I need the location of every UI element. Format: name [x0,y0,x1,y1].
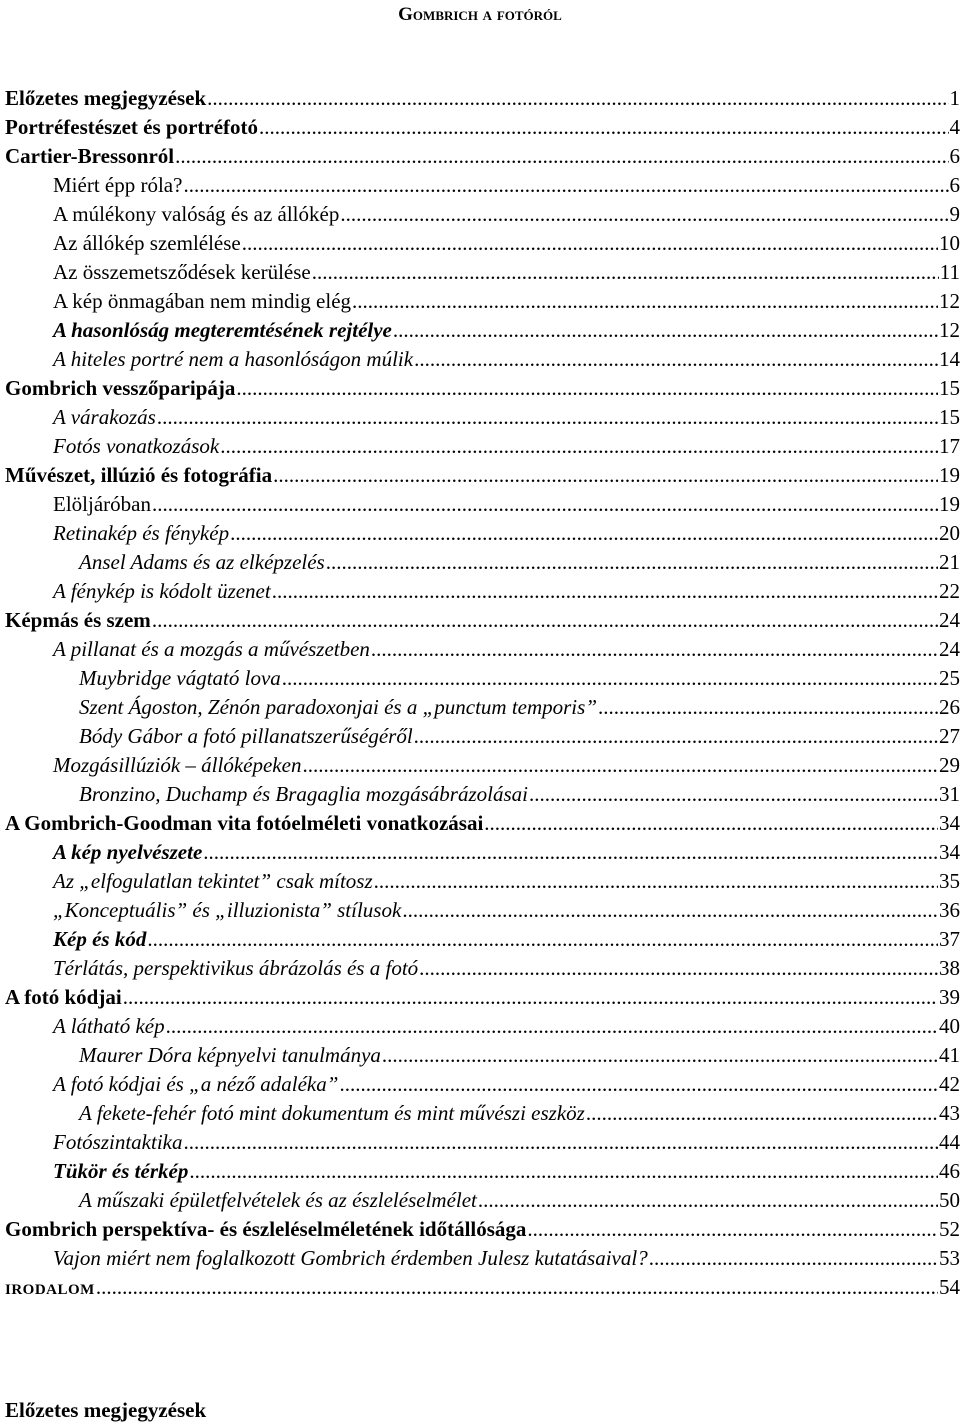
toc-entry-label: A látható kép [53,1014,165,1038]
toc-entry[interactable] [5,1186,960,1215]
toc-entry[interactable] [5,200,960,229]
dot-leader [282,664,938,693]
dot-leader [123,983,938,1012]
toc-entry[interactable] [5,432,960,461]
toc-entry-label: „Konceptuális” és „illuzionista” stílusok [53,898,402,922]
dot-leader [259,113,948,142]
toc-entry-label: Az állókép szemlélése [53,231,241,255]
toc-entry[interactable] [5,809,960,838]
toc-entry-label: IRODALOM [5,1282,95,1298]
toc-entry-label: A kép nyelvészete [53,840,203,864]
toc-entry-label: Muybridge vágtató lova [79,666,281,690]
toc-entry-label: A fotó kódjai és „a néző adaléka” [53,1072,339,1096]
toc-page-number: 19 [939,463,960,487]
section-heading: Előzetes megjegyzések [5,1398,207,1422]
toc-page-number: 40 [939,1014,960,1038]
toc-page-number: 29 [939,753,960,777]
toc-page-number: 10 [939,231,960,255]
toc-entry[interactable] [5,403,960,432]
dot-leader [393,316,938,345]
dot-leader [414,345,938,374]
dot-leader [478,1186,938,1215]
dot-leader [220,432,938,461]
toc-entry-label: Maurer Dóra képnyelvi tanulmánya [79,1043,381,1067]
toc-entry[interactable] [5,258,960,287]
toc-entry-label: A hasonlóság megteremtésének rejtélye [53,318,392,342]
toc-page-number: 6 [949,173,960,197]
toc-entry-label: Szent Ágoston, Zénón paradoxonjai és a „punctum temporis” [79,695,597,719]
dot-leader [402,896,938,925]
dot-leader [649,1244,938,1273]
dot-leader [273,461,938,490]
toc-page-number: 22 [939,579,960,603]
toc-entry[interactable] [5,751,960,780]
toc-page-number: 34 [939,811,960,835]
toc-entry[interactable] [5,606,960,635]
toc-page-number: 14 [939,347,960,371]
toc-entry[interactable] [5,780,960,809]
toc-entry[interactable] [5,519,960,548]
toc-entry[interactable] [5,171,960,200]
table-of-contents [5,84,960,1302]
dot-leader [414,722,938,751]
toc-entry-label: Cartier-Bressonról [5,144,175,168]
toc-page-number: 21 [939,550,960,574]
toc-page-number: 52 [939,1217,960,1241]
toc-entry-label: Képmás és szem [5,608,151,632]
toc-entry[interactable] [5,345,960,374]
toc-entry-label: Előzetes megjegyzések [5,86,207,110]
toc-entry[interactable] [5,722,960,751]
dot-leader [184,1128,939,1157]
toc-entry-label: Gombrich vesszőparipája [5,376,236,400]
dot-leader [312,258,939,287]
toc-page-number: 12 [939,318,960,342]
toc-page-number: 36 [939,898,960,922]
toc-page-number: 50 [939,1188,960,1212]
dot-leader [242,229,938,258]
toc-entry-label: Ansel Adams és az elképzelés [79,550,325,574]
toc-page-number: 15 [939,376,960,400]
dot-leader [419,954,938,983]
toc-page-number: 38 [939,956,960,980]
dot-leader [272,577,938,606]
toc-entry-label: Retinakép és fénykép [53,521,230,545]
toc-page-number: 37 [939,927,960,951]
toc-entry[interactable] [5,925,960,954]
toc-page-number: 19 [939,492,960,516]
dot-leader [175,142,948,171]
dot-leader [183,171,948,200]
dot-leader [374,867,938,896]
toc-entry[interactable] [5,316,960,345]
dot-leader [527,1215,938,1244]
dot-leader [339,1070,938,1099]
toc-entry-label: Kép és kód [53,927,147,951]
dot-leader [203,838,938,867]
toc-page-number: 24 [939,608,960,632]
toc-entry[interactable] [5,1070,960,1099]
toc-entry[interactable] [5,577,960,606]
toc-entry-label: Bódy Gábor a fotó pillanatszerűségéről [79,724,413,748]
toc-entry[interactable] [5,693,960,722]
dot-leader [152,606,938,635]
toc-page-number: 24 [939,637,960,661]
toc-entry-label: Térlátás, perspektivikus ábrázolás és a fotó [53,956,419,980]
toc-page-number: 46 [939,1159,960,1183]
toc-entry-label: A Gombrich-Goodman vita fotóelméleti vonatkozásai [5,811,484,835]
toc-entry[interactable] [5,461,960,490]
toc-entry-label: A hiteles portré nem a hasonlóságon múlik [53,347,414,371]
toc-entry[interactable] [5,983,960,1012]
toc-entry-label: Portréfestészet és portréfotó [5,115,259,139]
toc-page-number: 25 [939,666,960,690]
toc-page-number: 41 [939,1043,960,1067]
toc-entry-label: Művészet, illúzió és fotográfia [5,463,273,487]
toc-entry[interactable] [5,838,960,867]
dot-leader [598,693,938,722]
toc-entry[interactable] [5,954,960,983]
toc-page-number: 53 [939,1246,960,1270]
toc-entry-label: Fotószintaktika [53,1130,183,1154]
toc-entry[interactable] [5,1215,960,1244]
dot-leader [340,200,948,229]
toc-page-number: 4 [949,115,960,139]
toc-entry[interactable] [5,635,960,664]
toc-entry-label: Fotós vonatkozások [53,434,220,458]
toc-entry-label: A fotó kódjai [5,985,122,1009]
dot-leader [236,374,938,403]
toc-entry[interactable] [5,1244,960,1273]
dot-leader [189,1157,938,1186]
toc-page-number: 15 [939,405,960,429]
toc-entry[interactable] [5,287,960,316]
toc-entry[interactable] [5,1012,960,1041]
toc-entry-label: A fekete-fehér fotó mint dokumentum és mint művészi eszköz [79,1101,585,1125]
toc-entry-label: Miért épp róla? [53,173,183,197]
toc-entry[interactable] [5,490,960,519]
toc-entry[interactable] [5,374,960,403]
toc-entry-label: A múlékony valóság és az állókép [53,202,340,226]
toc-entry[interactable] [5,1157,960,1186]
dot-leader [302,751,938,780]
toc-entry[interactable] [5,1099,960,1128]
toc-entry-label: Az „elfogulatlan tekintet” csak mítosz [53,869,373,893]
toc-entry[interactable] [5,229,960,258]
toc-page-number: 35 [939,869,960,893]
toc-entry-label: Mozgásillúziók – állóképeken [53,753,302,777]
dot-leader [586,1099,938,1128]
toc-entry-label: Vajon miért nem foglalkozott Gombrich érdemben Julesz kutatásaival? [53,1246,648,1270]
toc-entry[interactable] [5,664,960,693]
toc-entry-label: A várakozás [53,405,156,429]
toc-page-number: 31 [939,782,960,806]
toc-page-number: 1 [949,86,960,110]
toc-page-number: 27 [939,724,960,748]
toc-entry-label: A fénykép is kódolt üzenet [53,579,271,603]
toc-page-number: 34 [939,840,960,864]
toc-entry[interactable] [5,896,960,925]
dot-leader [326,548,938,577]
toc-page-number: 39 [939,985,960,1009]
toc-entry[interactable] [5,1128,960,1157]
toc-entry-label: A pillanat és a mozgás a művészetben [53,637,370,661]
toc-page-number: 43 [939,1101,960,1125]
toc-entry-label: Az összemetsződések kerülése [53,260,311,284]
dot-leader [152,490,938,519]
toc-entry-label: A műszaki épületfelvételek és az észleléselmélet [79,1188,477,1212]
dot-leader [484,809,938,838]
toc-entry-label: Elöljáróban [53,492,151,516]
toc-entry[interactable] [5,867,960,896]
toc-entry[interactable] [5,1041,960,1070]
dot-leader [147,925,938,954]
toc-entry-label: Bronzino, Duchamp és Bragaglia mozgásábrázolásai [79,782,528,806]
dot-leader [96,1273,938,1302]
toc-page-number: 11 [939,260,960,284]
dot-leader [382,1041,938,1070]
dot-leader [166,1012,938,1041]
toc-entry[interactable] [5,548,960,577]
dot-leader [529,780,938,809]
toc-page-number: 54 [939,1275,960,1299]
dot-leader [371,635,938,664]
dot-leader [207,84,948,113]
document-title: Gombrich a fotóról [398,4,562,25]
toc-entry[interactable] [5,113,960,142]
toc-entry-label: Tükör és térkép [53,1159,189,1183]
toc-page-number: 12 [939,289,960,313]
toc-entry[interactable] [5,84,960,113]
dot-leader [157,403,938,432]
toc-entry-label: Gombrich perspektíva- és észleléselméletének időtállósága [5,1217,527,1241]
toc-page-number: 42 [939,1072,960,1096]
toc-entry-label: A kép önmagában nem mindig elég [53,289,352,313]
toc-page-number: 44 [939,1130,960,1154]
dot-leader [230,519,938,548]
dot-leader [352,287,938,316]
toc-entry[interactable] [5,1273,960,1302]
toc-page-number: 20 [939,521,960,545]
toc-entry[interactable] [5,142,960,171]
toc-page-number: 6 [949,144,960,168]
toc-page-number: 9 [949,202,960,226]
toc-page-number: 26 [939,695,960,719]
toc-page-number: 17 [939,434,960,458]
